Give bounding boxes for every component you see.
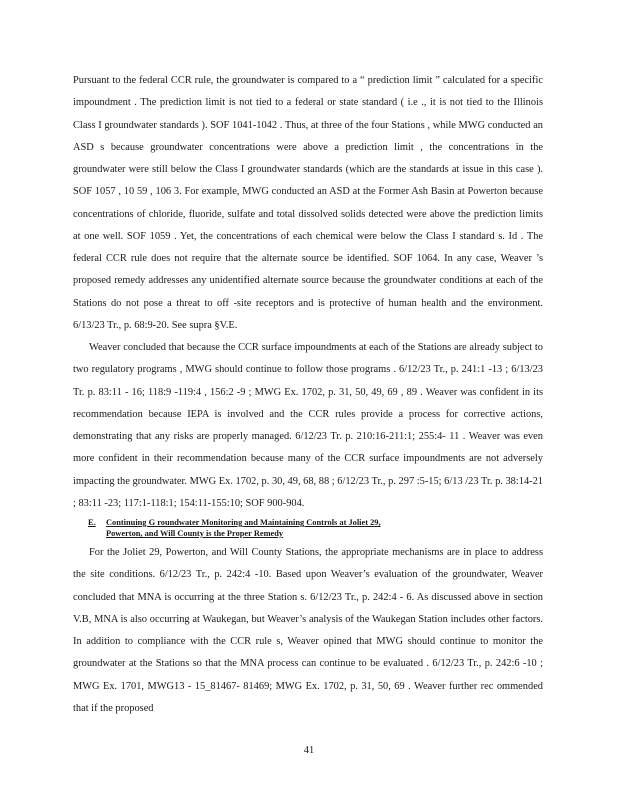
section-heading-text: [106, 517, 543, 539]
section-heading: [73, 517, 543, 539]
page-number: 41: [303, 745, 315, 756]
body-text: [73, 70, 543, 720]
section-heading-line-2: Powerton, and Will County is the Proper Remedy: [106, 529, 284, 538]
paragraph-weaver-regulatory: Weaver concluded that because the CCR surface impoundments at each of the Stations are already subject to two regulatory programs , MWG should continue to follow those programs . 6/12/23 Tr., p. 241:1 -13 ; 6/13/23 Tr. p. 83:11 - 16; 118:9 -119:4 , 156:2 -9 ; MWG Ex. 1702, p. 31, 50, 49, 69 , 89 . Weaver was confident in its recommendation because IEPA is involved and the CCR rules provide a process for corrective actions, demonstrating that any risks are properly managed. 6/12/23 Tr. p. 210:16-211:1; 255:4- 11 . Weaver was even more confident in their recommendation because many of the CCR surface impoundments are not adversely impacting the groundwater. MWG Ex. 1702, p. 30, 49, 68, 88 ; 6/12/23 Tr., p. 297 :5-15; 6/13 /23 Tr. p. 38:14-21 ; 83:11 -23; 117:1-118:1; 154:11-155:10; SOF 900-904.: [73, 342, 543, 509]
paragraph-mna: For the Joliet 29, Powerton, and Will County Stations, the appropriate mechanisms are in place to address the site conditions. 6/12/23 Tr., p. 242:4 -10. Based upon Weaver’s evaluation of the groundwater, Weaver concluded that MNA is occurring at the three Station s. 6/12/23 Tr., p. 242:4 - 6. As discussed above in section V.B, MNA is also occurring at Waukegan, but Weaver’s analysis of the Waukegan Station includes other factors. In addition to compliance with the CCR rule s, Weaver opined that MWG should continue to monitor the groundwater at the Stations so that the MNA process can continue to be evaluated . 6/12/23 Tr., p. 242:6 -10 ; MWG Ex. 1701, MWG13 - 15_81467- 81469; MWG Ex. 1702, p. 31, 50, 69 . Weaver further rec ommended that if the proposed: [73, 547, 543, 714]
paragraph-prediction-limit: Pursuant to the federal CCR rule, the groundwater is compared to a “ prediction limit ” calculated for a specific impoundment . The prediction limit is not tied to a federal or state standard ( i.e ., it is not tied to the Illinois Class I groundwater standards ). SOF 1041-1042 . Thus, at three of the four Stations , while MWG conducted an ASD s because groundwater concentrations were above a prediction limit , the concentrations in the groundwater were still below the Class I groundwater standards (which are the standards at issue in this case ). SOF 1057 , 10 59 , 106 3. For example, MWG conducted an ASD at the Former Ash Basin at Powerton because concentrations of chloride, fluoride, sulfate and total dissolved solids detected were above the prediction limits at one well. SOF 1059 . Yet, the concentrations of each chemical were below the Class I standard s. Id . The federal CCR rule does not require that the alternate source be identified. SOF 1064. In any case, Weaver ’s proposed remedy addresses any unidentified alternate source because the groundwater conditions at each of the Stations do not pose a threat to off -site receptors and is protective of human health and the environment. 6/13/23 Tr., p. 68:9-20. See supra §V.E.: [73, 75, 543, 331]
section-heading-line-1: Continuing G roundwater Monitoring and Maintaining Controls at Joliet 29,: [106, 518, 381, 527]
section-heading-number: E.: [88, 518, 96, 527]
